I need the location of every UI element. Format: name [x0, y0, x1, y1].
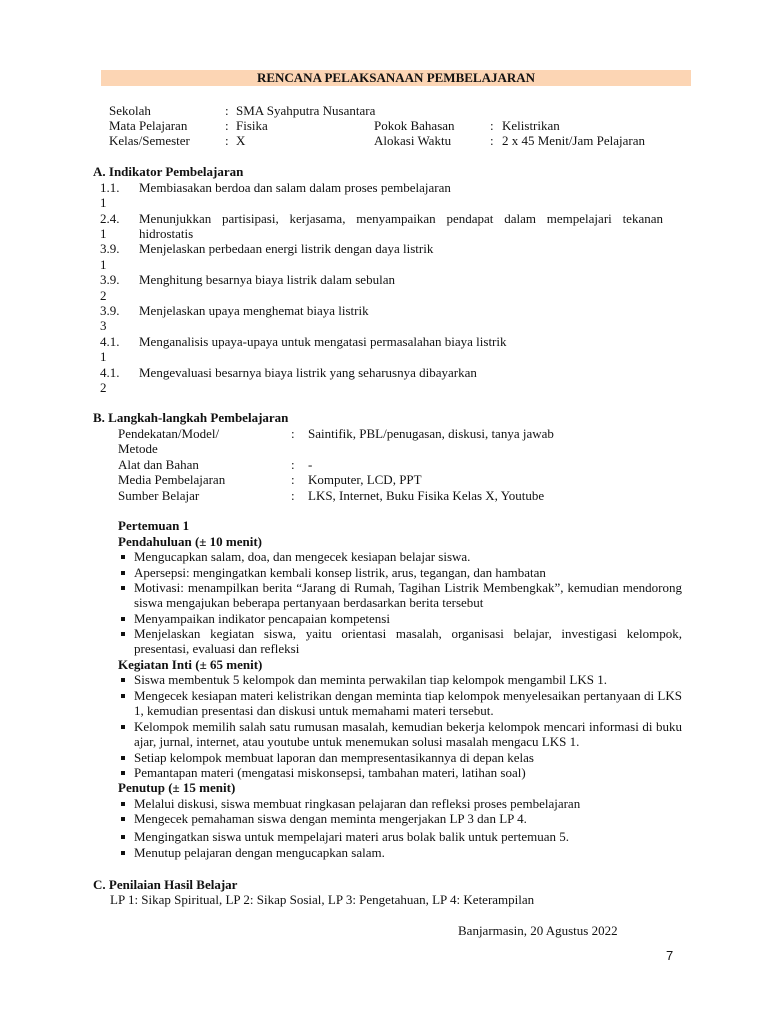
list-item: Mengecek kesiapan materi kelistrikan dengan meminta tiap kelompok menyelesaikan pertanyaan di LKS 1, kemudian presentasi dan diskusi untuk memahami materi tersebut.: [118, 688, 682, 718]
indicator-number: 3.9.: [100, 272, 120, 287]
colon: :: [291, 488, 295, 503]
indicator-subnumber: 1: [100, 226, 107, 241]
bullet-icon: [121, 756, 125, 760]
list-item: Siswa membentuk 5 kelompok dan meminta perwakilan tiap kelompok mengambil LKS 1.: [118, 672, 682, 687]
list-item: Mengucapkan salam, doa, dan mengecek kesiapan belajar siswa.: [118, 549, 682, 564]
list-item: Melalui diskusi, siswa membuat ringkasan pelajaran dan refleksi proses pembelajaran: [118, 796, 682, 811]
indicator-number: 1.1.: [100, 180, 120, 195]
indicator-number: 4.1.: [100, 334, 120, 349]
kelas-value: X: [236, 133, 246, 148]
media-value: Komputer, LCD, PPT: [308, 472, 422, 487]
bullet-icon: [121, 851, 125, 855]
indicator-subnumber: 2: [100, 288, 107, 303]
indicator-text: Menunjukkan partisipasi, kerjasama, menyampaikan pendapat dalam mempelajari tekanan: [139, 211, 663, 226]
list-item: Apersepsi: mengingatkan kembali konsep listrik, arus, tegangan, dan hambatan: [118, 565, 682, 580]
alokasi-label: Alokasi Waktu: [374, 133, 452, 148]
bullet-icon: [121, 725, 125, 729]
document-title: RENCANA PELAKSANAAN PEMBELAJARAN: [101, 70, 691, 86]
indicator-subnumber: 2: [100, 380, 107, 395]
tools-value: -: [308, 457, 313, 472]
indicator-text: Menjelaskan perbedaan energi listrik dengan daya listrik: [139, 241, 434, 256]
indicator-text: Mengevaluasi besarnya biaya listrik yang seharusnya dibayarkan: [139, 365, 477, 380]
penutup-heading: Penutup (± 15 menit): [118, 780, 236, 795]
pokok-label: Pokok Bahasan: [374, 118, 455, 133]
indicator-text: Menjelaskan upaya menghemat biaya listrik: [139, 303, 369, 318]
indicator-text: Membiasakan berdoa dan salam dalam proses pembelajaran: [139, 180, 451, 195]
colon: :: [490, 118, 494, 133]
mapel-label: Mata Pelajaran: [109, 118, 188, 133]
indicator-text-continued: hidrostatis: [139, 226, 194, 241]
bullet-icon: [121, 694, 125, 698]
page-number: 7: [666, 948, 674, 963]
indicator-number: 3.9.: [100, 241, 120, 256]
indicator-subnumber: 1: [100, 349, 107, 364]
indicator-number: 4.1.: [100, 365, 120, 380]
bullet-icon: [121, 835, 125, 839]
colon: :: [291, 457, 295, 472]
bullet-icon: [121, 771, 125, 775]
bullet-icon: [121, 555, 125, 559]
colon: :: [225, 118, 229, 133]
sekolah-value: SMA Syahputra Nusantara: [236, 103, 376, 118]
section-a-heading: A. Indikator Pembelajaran: [93, 164, 244, 179]
mapel-value: Fisika: [236, 118, 268, 133]
bullet-icon: [121, 617, 125, 621]
bullet-icon: [121, 678, 125, 682]
place-date: Banjarmasin, 20 Agustus 2022: [458, 923, 618, 938]
indicator-number: 3.9.: [100, 303, 120, 318]
indicator-text: Menghitung besarnya biaya listrik dalam sebulan: [139, 272, 395, 287]
meeting-heading: Pertemuan 1: [118, 518, 190, 533]
assessment-text: LP 1: Sikap Spiritual, LP 2: Sikap Sosial, LP 3: Pengetahuan, LP 4: Keterampilan: [110, 892, 535, 907]
list-item: Menutup pelajaran dengan mengucapkan salam.: [118, 845, 682, 860]
indicator-subnumber: 1: [100, 195, 107, 210]
pokok-value: Kelistrikan: [502, 118, 560, 133]
colon: :: [291, 426, 295, 441]
list-item: Setiap kelompok membuat laporan dan mempresentasikannya di depan kelas: [118, 750, 682, 765]
colon: :: [225, 103, 229, 118]
list-item: Kelompok memilih salah satu rumusan masalah, kemudian bekerja kelompok mencari informasi di buku ajar, jurnal, internet, atau youtube untuk menemukan solusi masalah mengacu LKS 1.: [118, 719, 682, 749]
alokasi-value: 2 x 45 Menit/Jam Pelajaran: [502, 133, 645, 148]
list-item: Motivasi: menampilkan berita “Jarang di Rumah, Tagihan Listrik Membengkak”, kemudian mendorong siswa mengajukan beberapa pertanyaan berdasarkan berita tersebut: [118, 580, 682, 610]
bullet-icon: [121, 802, 125, 806]
bullet-icon: [121, 632, 125, 636]
bullet-icon: [121, 586, 125, 590]
bullet-icon: [121, 571, 125, 575]
bullet-icon: [121, 817, 125, 821]
list-item: Menjelaskan kegiatan siswa, yaitu orientasi masalah, organisasi belajar, investigasi kelompok, presentasi, evaluasi dan refleksi: [118, 626, 682, 656]
sekolah-label: Sekolah: [109, 103, 151, 118]
indicator-subnumber: 1: [100, 257, 107, 272]
section-b-heading: B. Langkah-langkah Pembelajaran: [93, 410, 289, 425]
kelas-label: Kelas/Semester: [109, 133, 190, 148]
indicator-subnumber: 3: [100, 318, 107, 333]
list-item: Mengecek pemahaman siswa dengan meminta mengerjakan LP 3 dan LP 4.: [118, 811, 682, 826]
list-item: Menyampaikan indikator pencapaian kompetensi: [118, 611, 682, 626]
indicator-text: Menganalisis upaya-upaya untuk mengatasi permasalahan biaya listrik: [139, 334, 507, 349]
indicator-number: 2.4.: [100, 211, 120, 226]
method-value: Saintifik, PBL/penugasan, diskusi, tanya jawab: [308, 426, 554, 441]
inti-heading: Kegiatan Inti (± 65 menit): [118, 657, 263, 672]
section-c-heading: C. Penilaian Hasil Belajar: [93, 877, 238, 892]
media-label: Media Pembelajaran: [118, 472, 226, 487]
source-value: LKS, Internet, Buku Fisika Kelas X, Youtube: [308, 488, 545, 503]
source-label: Sumber Belajar: [118, 488, 200, 503]
colon: :: [490, 133, 494, 148]
list-item: Mengingatkan siswa untuk mempelajari materi arus bolak balik untuk pertemuan 5.: [118, 829, 682, 844]
colon: :: [291, 472, 295, 487]
tools-label: Alat dan Bahan: [118, 457, 199, 472]
method-label: Pendekatan/Model/: [118, 426, 220, 441]
list-item: Pemantapan materi (mengatasi miskonsepsi, tambahan materi, latihan soal): [118, 765, 682, 780]
method-label-continued: Metode: [118, 441, 158, 456]
pendahuluan-heading: Pendahuluan (± 10 menit): [118, 534, 263, 549]
colon: :: [225, 133, 229, 148]
